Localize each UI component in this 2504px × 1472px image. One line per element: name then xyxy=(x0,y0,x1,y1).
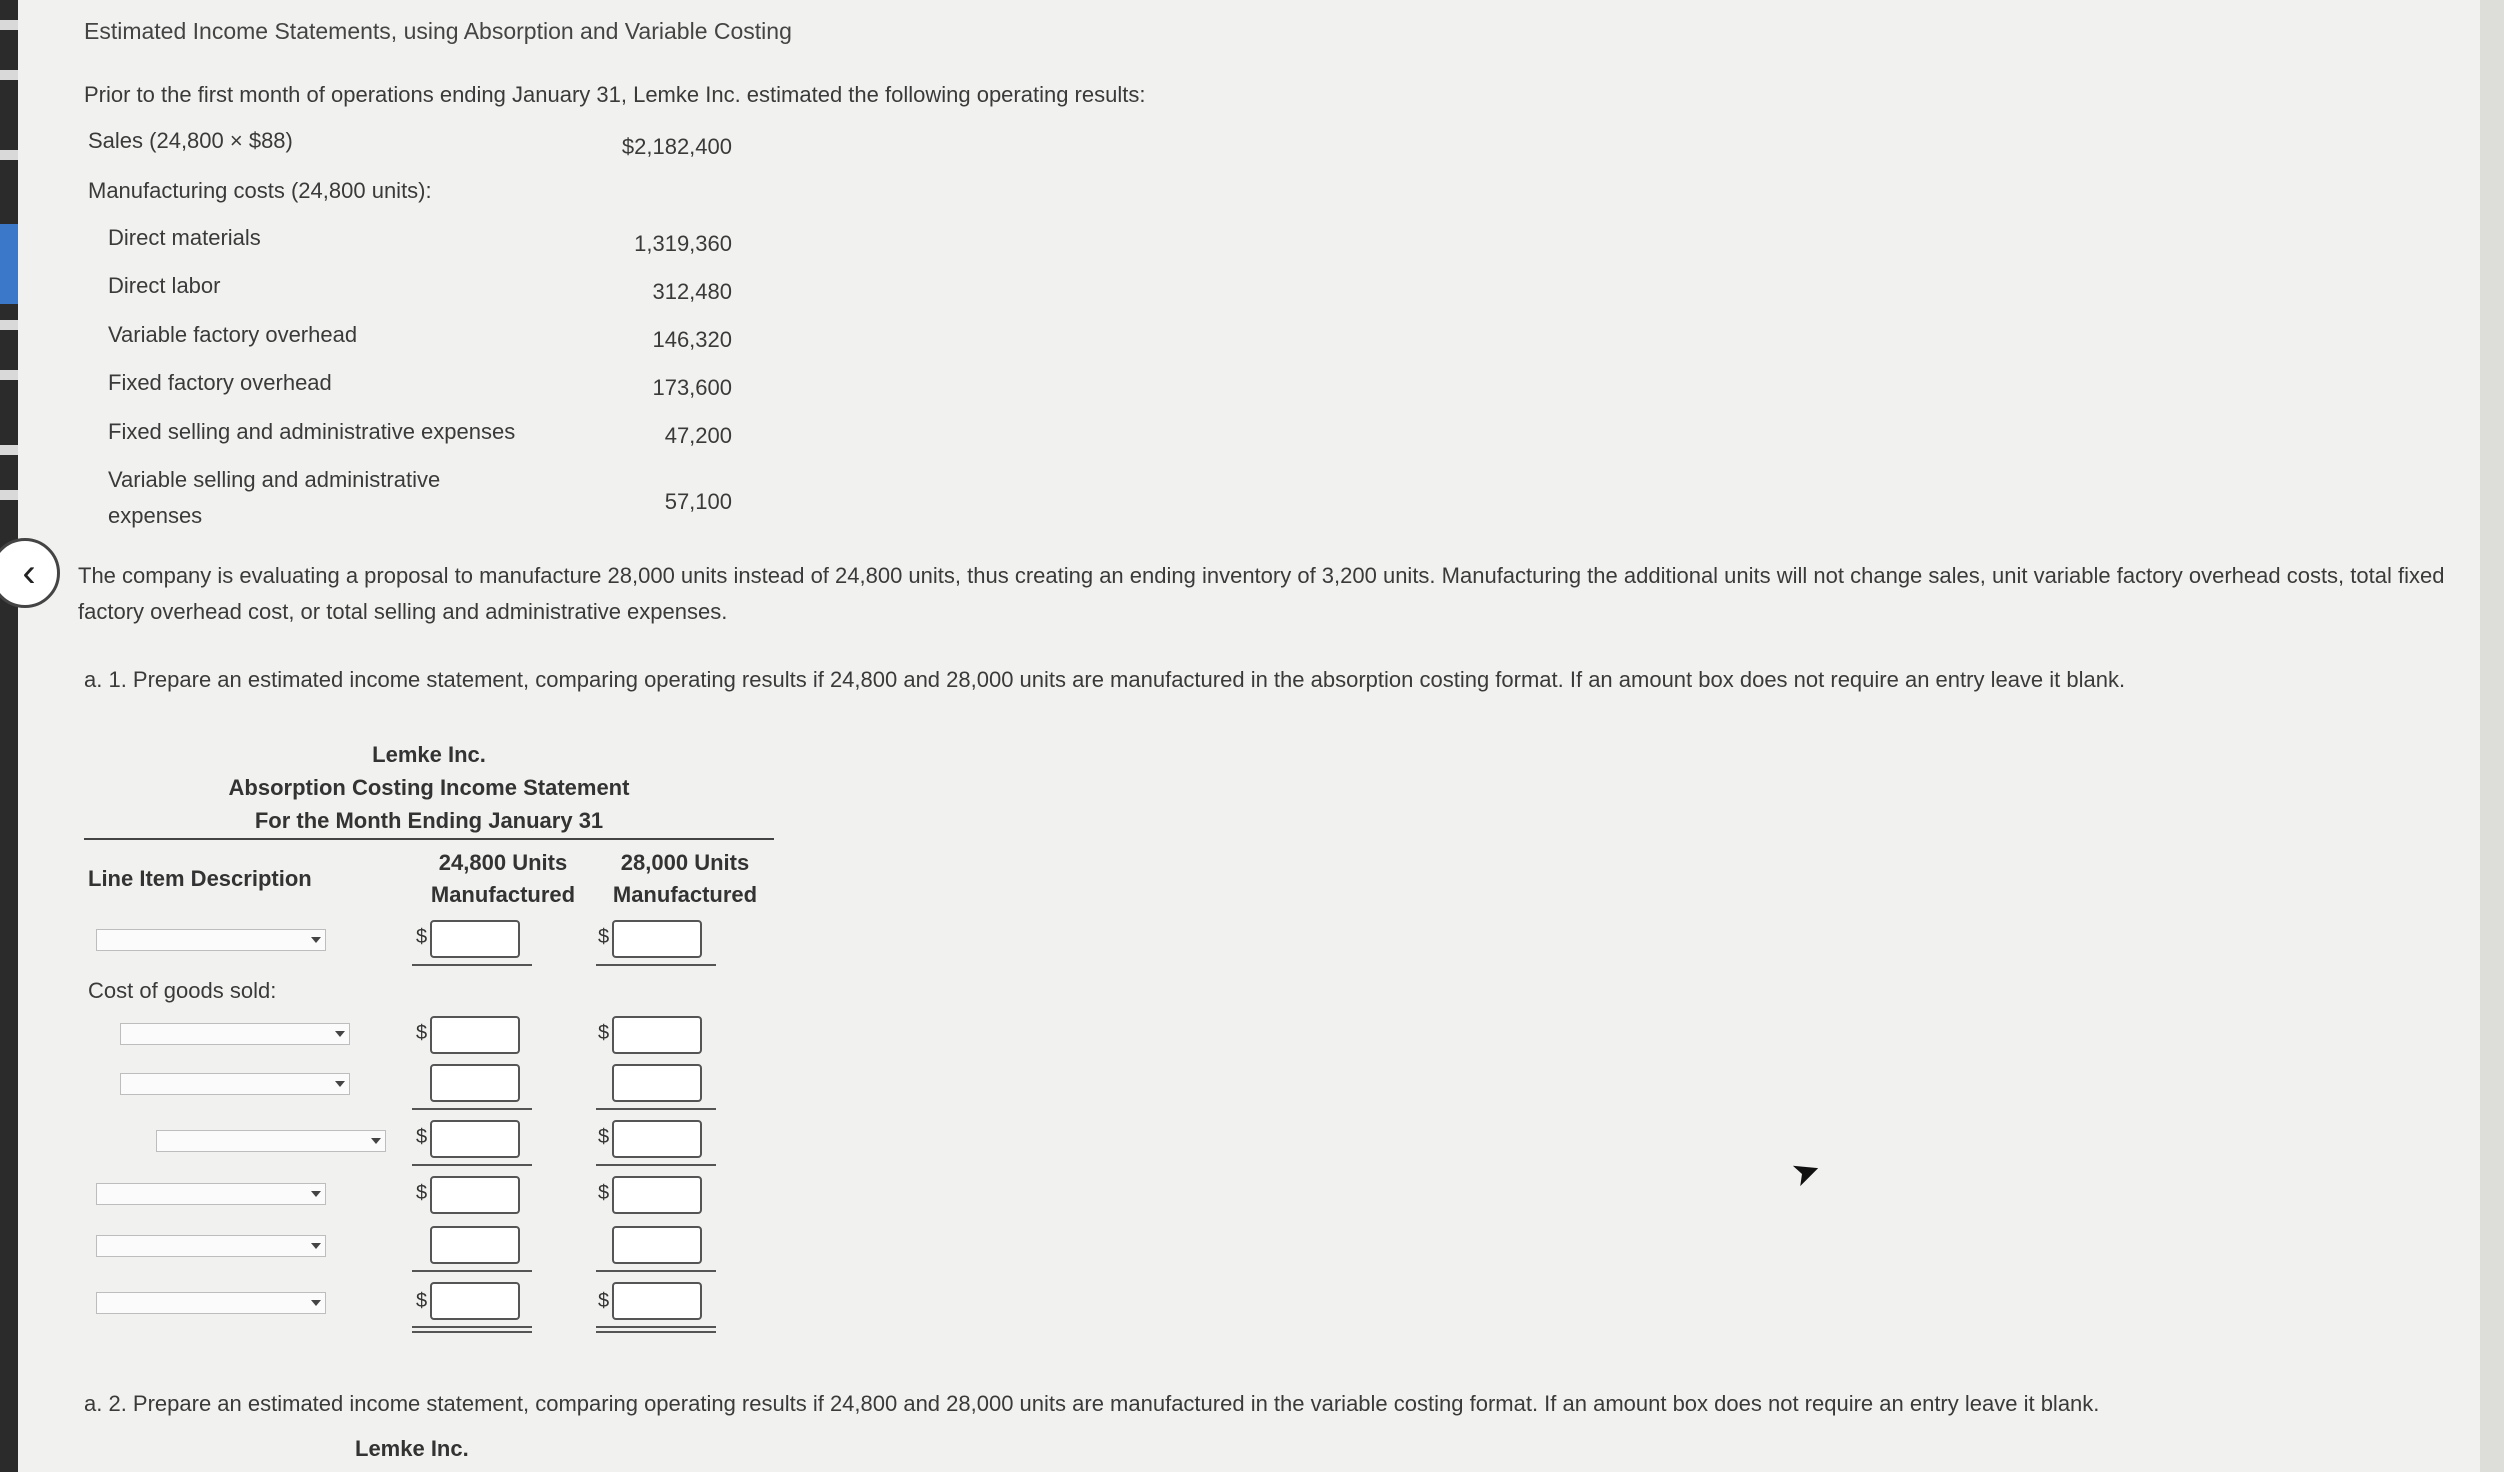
statement-name: Absorption Costing Income Statement xyxy=(228,775,630,800)
chevron-down-icon xyxy=(311,1191,321,1197)
sales-value: $2,182,400 xyxy=(621,134,732,159)
amount-input[interactable] xyxy=(612,1176,702,1214)
amount-input[interactable] xyxy=(612,920,702,958)
col2-header-line1: 28,000 Units xyxy=(620,850,750,875)
chevron-down-icon xyxy=(311,1300,321,1306)
amount-input[interactable] xyxy=(430,920,520,958)
variable-selling-label-2: expenses xyxy=(108,503,203,528)
header-rule xyxy=(84,838,774,840)
currency-symbol: $ xyxy=(598,926,610,948)
amount-input[interactable] xyxy=(430,1176,520,1214)
part-a1-instructions: a. 1. Prepare an estimated income statement, comparing operating results if 24,800 and 28,000 units are manufactured in the absorption costing format. If an amount box does not require an entry leave it blank. xyxy=(84,667,2126,692)
line-item-dropdown[interactable] xyxy=(120,1073,350,1095)
currency-symbol: $ xyxy=(598,1022,610,1044)
chevron-left-icon: ‹ xyxy=(22,550,36,595)
col2-header-line2: Manufactured xyxy=(612,882,758,907)
amount-input[interactable] xyxy=(430,1120,520,1158)
variable-overhead-label: Variable factory overhead xyxy=(108,322,358,347)
right-window-edge xyxy=(2480,0,2504,1472)
col-desc-header: Line Item Description xyxy=(88,866,312,891)
amount-input[interactable] xyxy=(612,1282,702,1320)
a2-company: Lemke Inc. xyxy=(355,1436,469,1461)
amount-input[interactable] xyxy=(612,1064,702,1102)
amount-input[interactable] xyxy=(612,1226,702,1264)
line-item-dropdown[interactable] xyxy=(96,1292,326,1314)
fixed-overhead-value: 173,600 xyxy=(652,375,732,400)
chevron-down-icon xyxy=(335,1081,345,1087)
line-item-dropdown[interactable] xyxy=(120,1023,350,1045)
variable-selling-label-1: Variable selling and administrative xyxy=(108,467,441,492)
cogs-label: Cost of goods sold: xyxy=(88,978,277,1003)
amount-input[interactable] xyxy=(430,1016,520,1054)
amount-input[interactable] xyxy=(430,1282,520,1320)
currency-symbol: $ xyxy=(416,1182,428,1204)
currency-symbol: $ xyxy=(416,926,428,948)
variable-overhead-value: 146,320 xyxy=(652,327,732,352)
chevron-down-icon xyxy=(311,937,321,943)
line-item-dropdown[interactable] xyxy=(96,1235,326,1257)
amount-input[interactable] xyxy=(430,1064,520,1102)
statement-company: Lemke Inc. xyxy=(372,742,486,767)
direct-labor-value: 312,480 xyxy=(652,279,732,304)
variable-selling-value: 57,100 xyxy=(664,489,732,514)
collapse-panel-button[interactable] xyxy=(0,538,60,608)
currency-symbol: $ xyxy=(416,1126,428,1148)
currency-symbol: $ xyxy=(416,1290,428,1312)
currency-symbol: $ xyxy=(598,1290,610,1312)
amount-input[interactable] xyxy=(430,1226,520,1264)
currency-symbol: $ xyxy=(598,1182,610,1204)
mouse-pointer-icon: ➤ xyxy=(1786,1149,1827,1195)
fixed-selling-value: 47,200 xyxy=(664,423,732,448)
line-item-dropdown[interactable] xyxy=(96,929,326,951)
line-item-dropdown[interactable] xyxy=(96,1183,326,1205)
fixed-selling-label: Fixed selling and administrative expenses xyxy=(108,419,516,444)
page-title: Estimated Income Statements, using Absorption and Variable Costing xyxy=(84,18,792,44)
sales-label: Sales (24,800 × $88) xyxy=(88,128,293,153)
chevron-down-icon xyxy=(335,1031,345,1037)
currency-symbol: $ xyxy=(416,1022,428,1044)
intro-text: Prior to the first month of operations ending January 31, Lemke Inc. estimated the following operating results: xyxy=(84,82,1146,107)
mfg-costs-label: Manufacturing costs (24,800 units): xyxy=(88,178,432,203)
direct-labor-label: Direct labor xyxy=(108,273,221,298)
direct-materials-label: Direct materials xyxy=(108,225,261,250)
direct-materials-value: 1,319,360 xyxy=(634,231,732,256)
amount-input[interactable] xyxy=(612,1016,702,1054)
line-item-dropdown[interactable] xyxy=(156,1130,386,1152)
chevron-down-icon xyxy=(371,1138,381,1144)
statement-period: For the Month Ending January 31 xyxy=(254,808,604,833)
col1-header-line2: Manufactured xyxy=(430,882,576,907)
col1-header-line1: 24,800 Units xyxy=(438,850,568,875)
currency-symbol: $ xyxy=(598,1126,610,1148)
part-a2-instructions: a. 2. Prepare an estimated income statement, comparing operating results if 24,800 and 28,000 units are manufactured in the variable costing format. If an amount box does not require an entry leave it blank. xyxy=(84,1391,2100,1416)
fixed-overhead-label: Fixed factory overhead xyxy=(108,370,332,395)
proposal-text: The company is evaluating a proposal to manufacture 28,000 units instead of 24,800 units, thus creating an ending inventory of 3,200 units. Manufacturing the additional units will not change sales, unit variable factory overhead costs, total fixed factory overhead cost, or total selling and administrative expenses. xyxy=(78,563,2445,624)
left-window-strip xyxy=(0,0,18,1472)
amount-input[interactable] xyxy=(612,1120,702,1158)
chevron-down-icon xyxy=(311,1243,321,1249)
